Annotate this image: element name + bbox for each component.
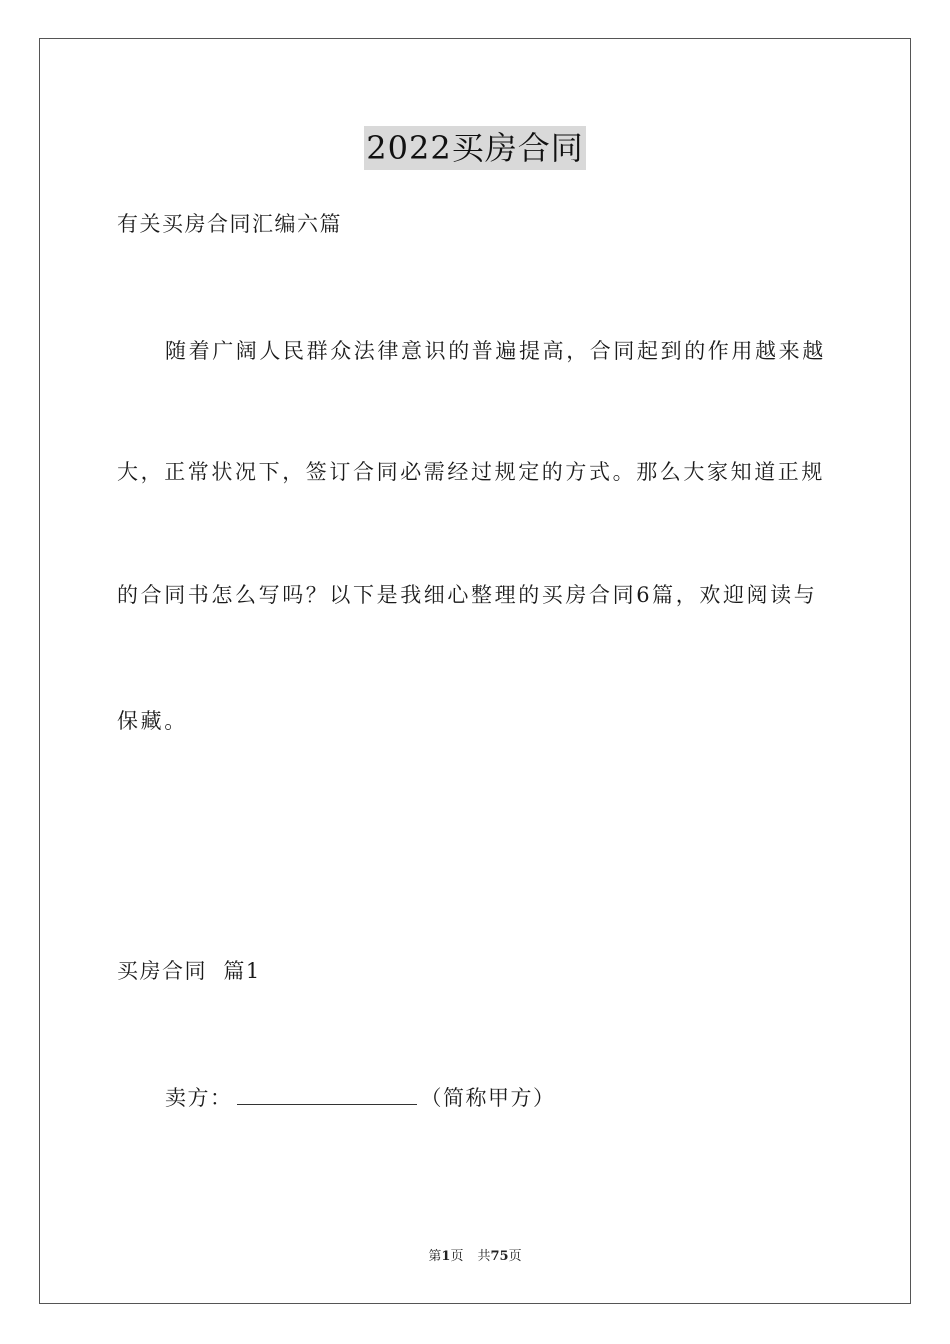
seller-line [165,1082,556,1112]
footer-total-pages: 75 [490,1249,509,1264]
document-title: 2022买房合同 [364,126,585,170]
intro-line-3: 的合同书怎么写吗？以下是我细心整理的买房合同6篇，欢迎阅读与 [117,583,818,607]
intro-line-4: 保藏。 [117,709,188,733]
seller-blank-field [237,1082,417,1105]
page-footer [0,1248,950,1266]
section-heading: 买房合同 篇1 [117,959,261,983]
footer-page-number: 1 [441,1249,451,1264]
document-subtitle: 有关买房合同汇编六篇 [117,212,342,236]
title-container [0,126,950,170]
footer-page-prefix: 第 [428,1249,442,1264]
seller-label: 卖方： [165,1086,233,1110]
intro-line-2: 大，正常状况下，签订合同必需经过规定的方式。那么大家知道正规 [117,460,825,484]
footer-total-suffix: 页 [508,1249,522,1264]
intro-line-1: 随着广阔人民群众法律意识的普遍提高，合同起到的作用越来越 [165,339,826,363]
footer-page-suffix: 页 [450,1249,464,1264]
footer-total-prefix: 共 [477,1249,491,1264]
seller-note: （简称甲方） [420,1086,556,1110]
